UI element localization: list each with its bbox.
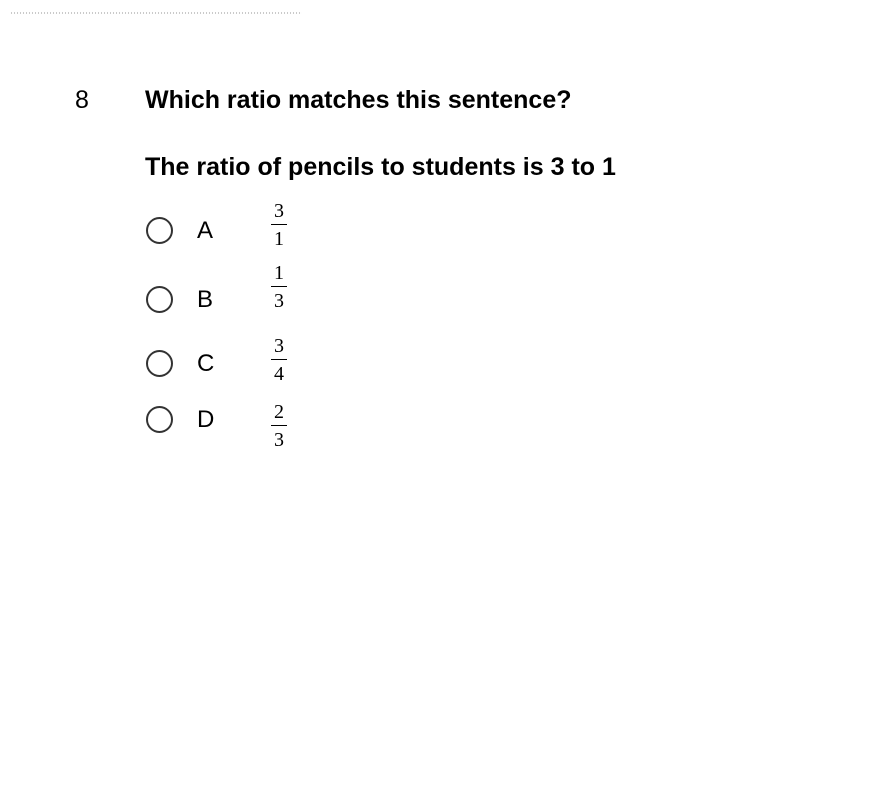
fraction-denominator-c: 4 <box>274 363 284 385</box>
option-a[interactable] <box>146 200 306 257</box>
option-letter-d: D <box>197 406 215 433</box>
fraction-bar-b <box>271 286 287 287</box>
question-number: 8 <box>75 86 89 114</box>
fraction-a <box>268 200 290 250</box>
option-letter-c: C <box>197 350 215 377</box>
fraction-bar-a <box>271 224 287 225</box>
fraction-numerator-a: 3 <box>274 200 284 222</box>
option-letter-a: A <box>197 217 214 244</box>
fraction-numerator-b: 1 <box>274 262 284 284</box>
question-prompt: Which ratio matches this sentence? <box>145 86 572 114</box>
fraction-denominator-a: 1 <box>274 228 284 250</box>
fraction-c <box>268 335 290 385</box>
fraction-d <box>268 401 290 451</box>
fraction-denominator-b: 3 <box>274 290 284 312</box>
radio-button-c[interactable] <box>146 350 173 377</box>
fraction-bar-c <box>271 359 287 360</box>
fraction-b <box>268 262 290 312</box>
option-b[interactable] <box>146 262 306 326</box>
question-sentence: The ratio of pencils to students is 3 to 1 <box>145 153 616 181</box>
fraction-bar-d <box>271 425 287 426</box>
option-letter-b: B <box>197 286 214 313</box>
radio-button-d[interactable] <box>146 406 173 433</box>
radio-button-b[interactable] <box>146 286 173 313</box>
fraction-numerator-d: 2 <box>274 401 284 423</box>
header-dotted-rule <box>10 12 302 14</box>
fraction-denominator-d: 3 <box>274 429 284 451</box>
option-d[interactable] <box>146 401 306 451</box>
radio-button-a[interactable] <box>146 217 173 244</box>
fraction-numerator-c: 3 <box>274 335 284 357</box>
option-c[interactable] <box>146 335 306 390</box>
